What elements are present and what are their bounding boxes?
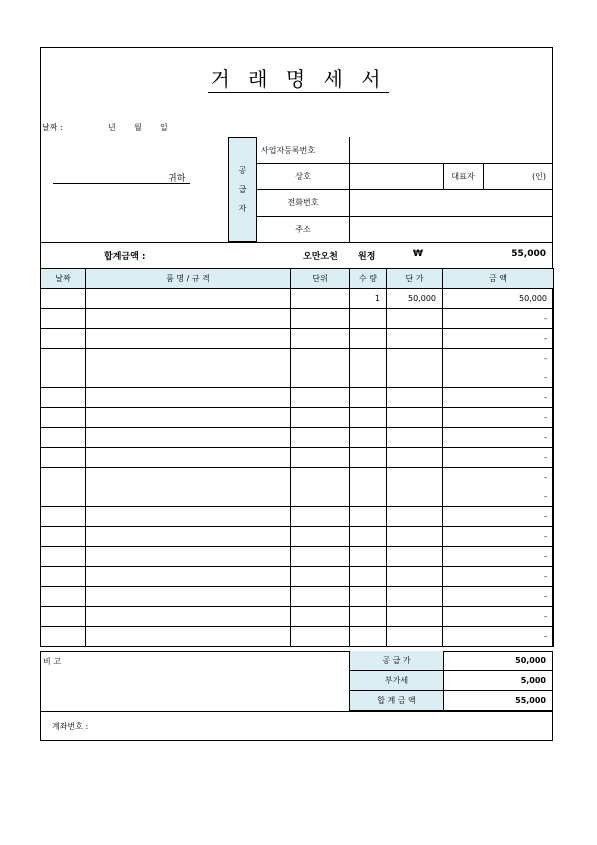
cell-price xyxy=(387,388,443,408)
cell-item xyxy=(86,309,291,329)
cell-unit xyxy=(291,408,350,428)
cell-unit xyxy=(291,547,350,567)
cell-price xyxy=(387,567,443,587)
cell-amount: - xyxy=(443,527,554,547)
representative-label: 대표자 xyxy=(451,171,475,181)
recipient-suffix: 귀하 xyxy=(168,174,186,184)
cell-unit xyxy=(291,309,350,329)
table-row xyxy=(41,567,554,587)
cell-unit xyxy=(291,587,350,607)
cell-date xyxy=(41,527,86,547)
cell-amount: 50,000 xyxy=(443,289,554,309)
amount-text: - xyxy=(544,473,547,482)
supply-label: 공 급 가 xyxy=(349,651,443,671)
supplier-label-cell xyxy=(228,137,257,242)
cell-qty xyxy=(350,408,387,428)
cell-qty xyxy=(350,428,387,448)
reg-no-label: 사업자등록번호 xyxy=(261,145,316,155)
cell-qty xyxy=(350,329,387,349)
cell-unit xyxy=(291,507,350,527)
table-row xyxy=(41,408,554,428)
cell-unit xyxy=(291,448,350,468)
cell-qty xyxy=(350,309,387,329)
cell-date xyxy=(41,567,86,587)
cell-amount: - xyxy=(443,587,554,607)
cell-item xyxy=(86,468,291,507)
cell-amount: - xyxy=(443,309,554,329)
cell-qty xyxy=(350,468,387,507)
grand-total-label: 합 계 금 액 xyxy=(349,691,443,711)
cell-item xyxy=(86,289,291,309)
cell-amount xyxy=(443,349,554,388)
cell-amount: - xyxy=(443,567,554,587)
cell-amount xyxy=(443,468,554,507)
supplier-label-char-1: 공 xyxy=(238,166,247,175)
cell-price xyxy=(387,527,443,547)
cell-qty xyxy=(350,567,387,587)
cell-item xyxy=(86,448,291,468)
cell-date xyxy=(41,408,86,428)
seal-mark: (인) xyxy=(532,171,546,181)
cell-unit xyxy=(291,329,350,349)
cell-amount: - xyxy=(443,547,554,567)
cell-price xyxy=(387,507,443,527)
cell-date xyxy=(41,329,86,349)
header-date: 날짜 xyxy=(41,269,86,289)
table-row xyxy=(41,627,554,647)
table-header-row xyxy=(41,269,554,289)
phone-label: 전화번호 xyxy=(287,198,319,207)
total-label: 합계금액 : xyxy=(104,252,146,262)
cell-date xyxy=(41,388,86,408)
cell-amount: - xyxy=(443,627,554,647)
table-row xyxy=(41,448,554,468)
cell-item xyxy=(86,607,291,627)
remarks-label: 비 고 xyxy=(43,657,61,666)
grand-total-value: 55,000 xyxy=(443,691,553,711)
cell-amount: - xyxy=(443,408,554,428)
cell-unit xyxy=(291,428,350,448)
table-row xyxy=(41,547,554,567)
header-price: 단 가 xyxy=(387,269,443,289)
amount-text: - xyxy=(544,354,547,363)
cell-amount: - xyxy=(443,388,554,408)
company-name-label: 상호 xyxy=(295,171,311,181)
cell-unit xyxy=(291,527,350,547)
cell-qty xyxy=(350,507,387,527)
cell-unit xyxy=(291,468,350,507)
cell-item xyxy=(86,527,291,547)
cell-item xyxy=(86,408,291,428)
table-row xyxy=(41,309,554,329)
table-row xyxy=(41,527,554,547)
items-table xyxy=(40,268,554,647)
cell-unit xyxy=(291,289,350,309)
cell-date xyxy=(41,607,86,627)
table-row xyxy=(41,587,554,607)
currency-symbol: ₩ xyxy=(413,249,423,259)
cell-price xyxy=(387,329,443,349)
amount-text: - xyxy=(544,373,547,382)
title-text: 거 래 명 세 서 xyxy=(210,67,387,91)
address-label: 주소 xyxy=(295,224,311,234)
cell-item xyxy=(86,388,291,408)
cell-price xyxy=(387,349,443,388)
cell-unit xyxy=(291,567,350,587)
cell-amount: - xyxy=(443,329,554,349)
cell-price xyxy=(387,408,443,428)
cell-unit xyxy=(291,349,350,388)
cell-date xyxy=(41,349,86,388)
cell-amount: - xyxy=(443,507,554,527)
cell-item xyxy=(86,627,291,647)
cell-item xyxy=(86,507,291,527)
cell-price xyxy=(387,587,443,607)
date-month: 월 xyxy=(134,123,142,132)
table-row xyxy=(41,289,554,309)
total-top-divider xyxy=(40,242,553,243)
cell-date xyxy=(41,289,86,309)
summary-divider xyxy=(40,711,553,712)
supplier-label-char-2: 급 xyxy=(238,185,247,194)
cell-qty xyxy=(350,527,387,547)
cell-price xyxy=(387,627,443,647)
cell-amount: - xyxy=(443,448,554,468)
cell-date xyxy=(41,468,86,507)
table-row xyxy=(41,607,554,627)
cell-unit xyxy=(291,607,350,627)
cell-qty xyxy=(350,607,387,627)
cell-price xyxy=(387,468,443,507)
header-item: 품 명 / 규 격 xyxy=(86,269,291,289)
cell-item xyxy=(86,329,291,349)
page-title xyxy=(0,63,597,92)
header-unit: 단위 xyxy=(291,269,350,289)
cell-item xyxy=(86,547,291,567)
cell-qty xyxy=(350,587,387,607)
supply-value: 50,000 xyxy=(443,651,553,671)
total-amount: 55,000 xyxy=(511,249,546,259)
cell-price xyxy=(387,607,443,627)
cell-item xyxy=(86,567,291,587)
amount-text: - xyxy=(544,492,547,501)
cell-qty xyxy=(350,547,387,567)
cell-date xyxy=(41,587,86,607)
table-row xyxy=(41,388,554,408)
date-day: 일 xyxy=(160,123,168,132)
cell-date xyxy=(41,547,86,567)
cell-qty xyxy=(350,388,387,408)
date-label: 날짜 : xyxy=(42,123,63,132)
table-row xyxy=(41,349,554,388)
table-row xyxy=(41,329,554,349)
supplier-label-char-3: 자 xyxy=(238,204,247,213)
header-amount: 금 액 xyxy=(443,269,554,289)
header-qty: 수 량 xyxy=(350,269,387,289)
cell-date xyxy=(41,448,86,468)
cell-amount: - xyxy=(443,428,554,448)
cell-qty: 1 xyxy=(350,289,387,309)
cell-date xyxy=(41,507,86,527)
cell-price xyxy=(387,309,443,329)
cell-qty xyxy=(350,349,387,388)
table-row xyxy=(41,428,554,448)
cell-price xyxy=(387,428,443,448)
cell-date xyxy=(41,627,86,647)
date-year: 년 xyxy=(108,123,116,132)
cell-unit xyxy=(291,388,350,408)
cell-qty xyxy=(350,627,387,647)
cell-date xyxy=(41,309,86,329)
cell-item xyxy=(86,428,291,448)
total-unit-word: 원정 xyxy=(358,252,376,262)
account-label: 계좌번호 : xyxy=(52,722,89,731)
table-row xyxy=(41,468,554,507)
cell-price: 50,000 xyxy=(387,289,443,309)
cell-amount: - xyxy=(443,607,554,627)
cell-unit xyxy=(291,627,350,647)
cell-price xyxy=(387,448,443,468)
cell-qty xyxy=(350,448,387,468)
cell-price xyxy=(387,547,443,567)
table-row xyxy=(41,507,554,527)
cell-item xyxy=(86,349,291,388)
vat-value: 5,000 xyxy=(443,671,553,691)
total-korean: 오만오천 xyxy=(303,252,338,262)
cell-item xyxy=(86,587,291,607)
vat-label: 부가세 xyxy=(349,671,443,691)
cell-date xyxy=(41,428,86,448)
